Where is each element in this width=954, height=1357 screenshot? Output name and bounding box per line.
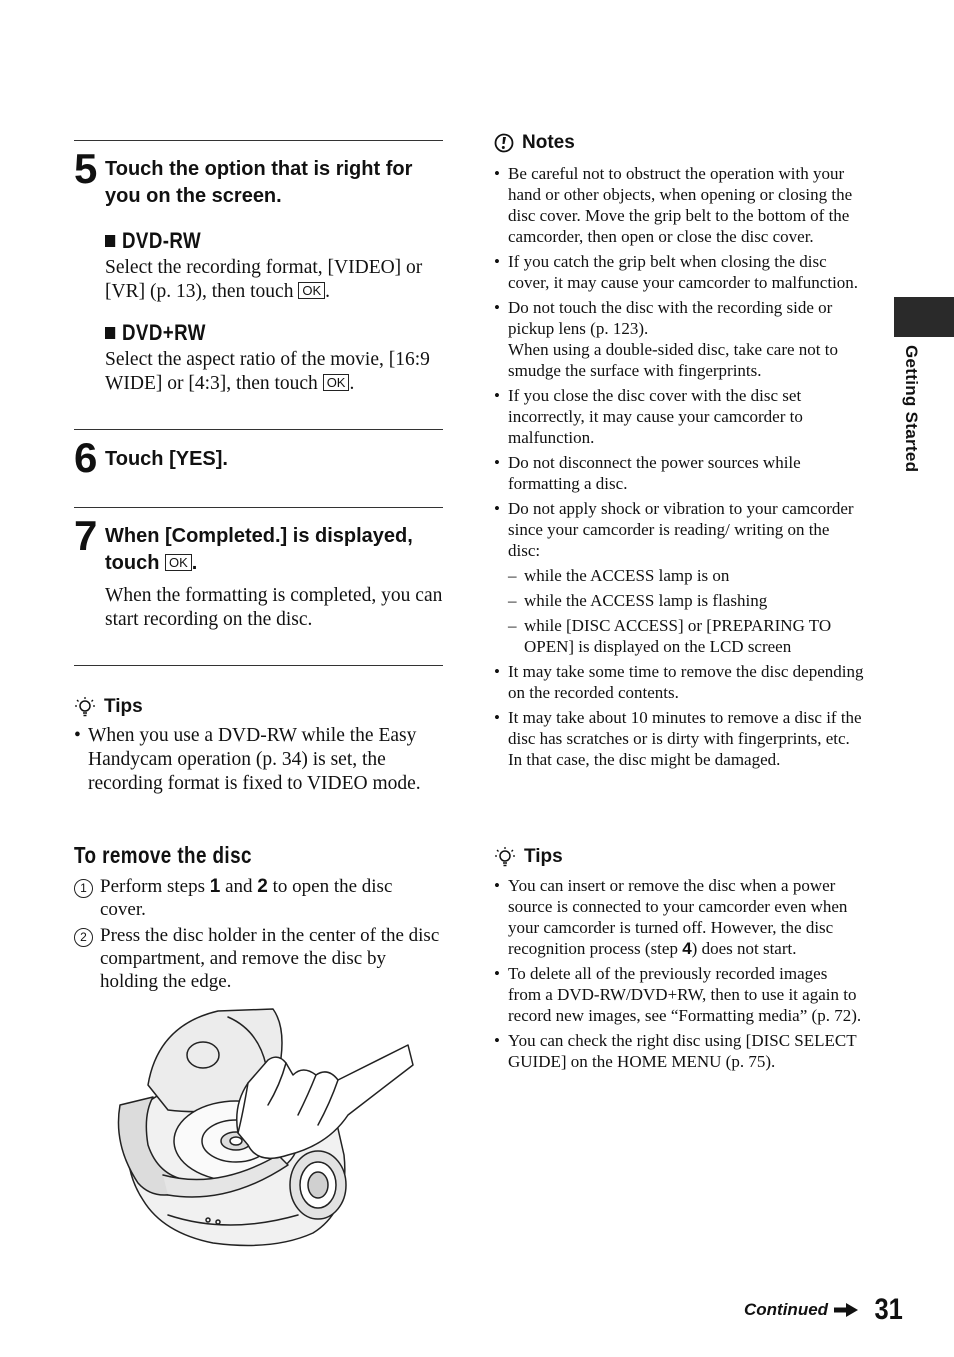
step-6 [74, 434, 444, 487]
list-item: • Do not touch the disc with the recording side or pickup lens (p. 123). When using a double-sided disc, take care not to smudge the surface with fingerprints. [494, 297, 864, 381]
notes-heading-text: Notes [522, 132, 575, 153]
step-7 [74, 512, 444, 645]
list-item: • When you use a DVD-RW while the Easy Handycam operation (p. 34) is set, the recording format is fixed to VIDEO mode. [74, 724, 444, 796]
subheading [105, 228, 394, 254]
list-item: • It may take about 10 minutes to remove a disc if the disc has scratches or is dirty with fingerprints, etc. In that case, the disc might be damaged. [494, 707, 864, 770]
dvd-plus-rw-text: Select the aspect ratio of the movie, [16:9 WIDE] or [4:3], then touch OK . [105, 349, 430, 394]
dvd-rw-section [105, 228, 445, 304]
step-divider [74, 429, 443, 430]
step-title: When [Completed.] is displayed, touch OK . [105, 525, 413, 574]
dash-item: – while the ACCESS lamp is flashing [494, 590, 864, 611]
list-item: • Be careful not to obstruct the operation with your hand or other objects, when opening or closing the disc cover. Move the grip belt to the bottom of the camcorder, then open or close the disc cover. [494, 163, 864, 247]
tips-heading-text: Tips [524, 846, 563, 867]
dvd-plus-rw-section [105, 320, 445, 396]
tips-left [74, 696, 444, 796]
tips-heading [494, 846, 864, 868]
camcorder-disc-removal-illustration [108, 1005, 418, 1255]
caution-icon [494, 133, 514, 153]
step-title: Touch [YES]. [105, 448, 228, 470]
ok-button-icon: OK [323, 374, 350, 391]
tips-heading-text: Tips [104, 696, 143, 717]
page-number: 31 [874, 1293, 903, 1326]
ok-button-icon: OK [165, 554, 192, 571]
dash-item: – while [DISC ACCESS] or [PREPARING TO OPEN] is displayed on the LCD screen [494, 615, 864, 657]
notes-list [494, 163, 864, 770]
tips-list [494, 875, 864, 1072]
subheading-text: DVD+RW [122, 320, 206, 345]
list-item: • If you close the disc cover with the disc set incorrectly, it may cause your camcorder to malfunction. [494, 385, 864, 448]
square-bullet-icon [105, 327, 115, 339]
circled-number-icon: 1 [74, 879, 93, 898]
step-number: 5 [74, 145, 98, 192]
dvd-rw-text: Select the recording format, [VIDEO] or [VR] (p. 13), then touch OK . [105, 257, 423, 302]
step-title: Touch the option that is right for you on the screen. [105, 158, 413, 207]
section-title: To remove the disc [74, 842, 252, 868]
step-number: 6 [74, 434, 98, 481]
section-divider [74, 665, 443, 666]
list-item: • Do not disconnect the power sources while formatting a disc. [494, 452, 864, 494]
notes-heading [494, 132, 864, 154]
list-item: 1 Perform steps 1 and 2 to open the disc cover. [74, 875, 442, 921]
tips-heading [74, 696, 444, 718]
list-item: • You can insert or remove the disc when a power source is connected to your camcorder even when your camcorder is turned off. However, the disc recognition process (step 4) does not start. [494, 875, 864, 959]
arrow-right-icon [834, 1303, 858, 1317]
removal-steps [74, 875, 442, 993]
tips-list [74, 724, 444, 796]
step-body: When the formatting is completed, you can start recording on the disc. [105, 585, 443, 630]
section-tab-marker [894, 297, 954, 337]
lightbulb-icon [494, 846, 516, 868]
step-5 [74, 145, 444, 408]
list-item: • You can check the right disc using [DISC SELECT GUIDE] on the HOME MENU (p. 75). [494, 1030, 864, 1072]
step-number: 7 [74, 512, 98, 559]
remove-disc-section [74, 842, 444, 992]
page-footer [744, 1294, 905, 1326]
subheading [105, 320, 394, 346]
side-tab-text: Getting Started [902, 345, 921, 473]
square-bullet-icon [105, 235, 115, 247]
side-tab-label [897, 345, 921, 480]
list-item: • Do not apply shock or vibration to your camcorder since your camcorder is reading/ writing on the disc: – while the ACCESS lamp is on – while the ACCESS lamp is flashing – while [DISC ACCESS] or [PREPARING TO OPEN] is displayed on the LCD screen [494, 498, 864, 657]
circled-number-icon: 2 [74, 928, 93, 947]
list-item: • It may take some time to remove the disc depending on the recorded contents. [494, 661, 864, 703]
lightbulb-icon [74, 696, 96, 718]
step-divider [74, 140, 443, 141]
tips-right [494, 846, 864, 1076]
continued-label: Continued [744, 1300, 829, 1319]
notes-section [494, 132, 864, 774]
ok-button-icon: OK [298, 282, 325, 299]
list-item: • To delete all of the previously recorded images from a DVD-RW/DVD+RW, then to use it again to record new images, see “Formatting media” (p. 72). [494, 963, 864, 1026]
step-divider [74, 507, 443, 508]
dash-item: – while the ACCESS lamp is on [494, 565, 864, 586]
subheading-text: DVD-RW [122, 228, 202, 253]
list-item: 2 Press the disc holder in the center of the disc compartment, and remove the disc by holding the edge. [74, 924, 442, 993]
list-item: • If you catch the grip belt when closing the disc cover, it may cause your camcorder to malfunction. [494, 251, 864, 293]
